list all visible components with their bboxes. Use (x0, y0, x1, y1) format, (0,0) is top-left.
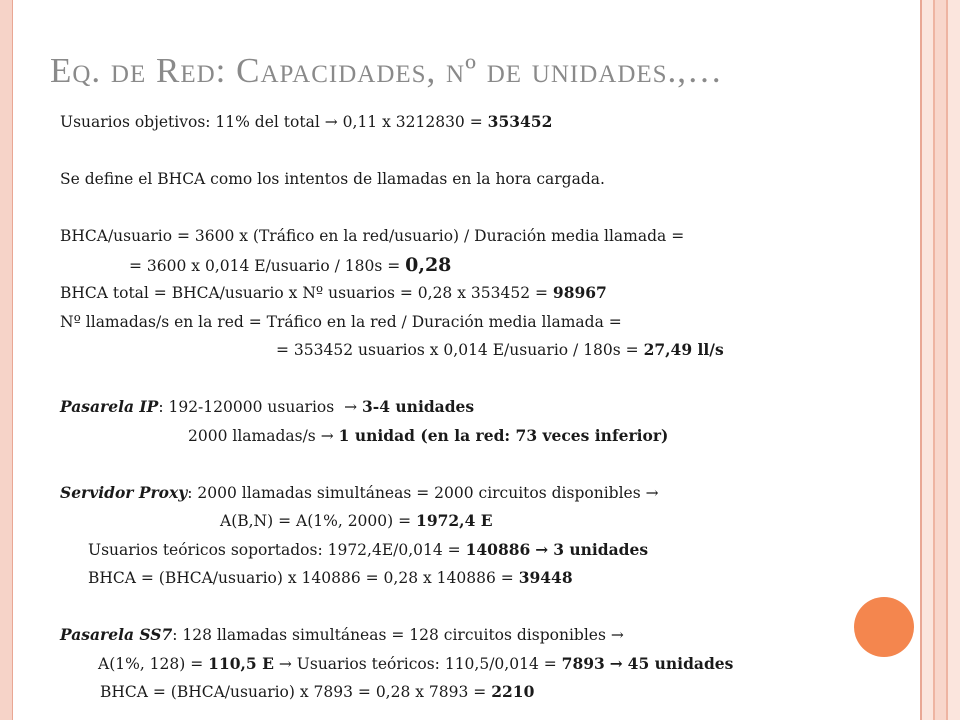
servidor-proxy-line-3: Usuarios teóricos soportados: 1972,4E/0,014 = 140886 → 3 unidades (88, 539, 649, 559)
result-value: 353452 (487, 112, 553, 131)
pasarela-ss7-label: Pasarela SS7 (60, 625, 173, 644)
bhca-usuario-result: = 3600 x 0,014 E/usuario / 180s = 0,28 (129, 253, 452, 276)
result-value: 110,5 E (208, 653, 274, 673)
result-value: 98967 (552, 283, 607, 302)
arrow-icon: → (320, 426, 334, 445)
slide-title: Eq. de Red: Capacidades, nº de unidades.,… (50, 51, 724, 90)
pasarela-ip-line-2: 2000 llamadas/s → 1 unidad (en la red: 73 veces inferior) (188, 425, 669, 445)
servidor-proxy-line-1: Servidor Proxy: 2000 llamadas simultáneas = 2000 circuitos disponibles → (60, 482, 659, 502)
result-value: 3 unidades (553, 539, 649, 559)
arrow-icon: → (344, 398, 358, 416)
result-value: 1972,4 E (416, 511, 493, 530)
result-value: 0,28 (405, 253, 452, 276)
usuarios-objetivos-line: Usuarios objetivos: 11% del total → 0,11 x 3212830 = 353452 (60, 112, 553, 131)
pasarela-ss7-line-3: BHCA = (BHCA/usuario) x 7893 = 0,28 x 7893 = 2210 (100, 682, 535, 701)
arrow-icon: → (278, 654, 292, 673)
arrow-icon: → (645, 483, 659, 502)
servidor-proxy-line-4: BHCA = (BHCA/usuario) x 140886 = 0,28 x 140886 = 39448 (88, 568, 573, 587)
result-value: 2210 (491, 682, 535, 701)
bhca-total-line: BHCA total = BHCA/usuario x Nº usuarios = 0,28 x 353452 = 98967 (60, 283, 607, 302)
slide-left-border (0, 0, 13, 720)
llamadas-formula: Nº llamadas/s en la red = Tráfico en la red / Duración media llamada = (60, 312, 622, 331)
servidor-proxy-line-2: A(B,N) = A(1%, 2000) = 1972,4 E (220, 511, 493, 530)
result-value: 45 unidades (627, 653, 734, 673)
bhca-definition: Se define el BHCA como los intentos de llamadas en la hora cargada. (60, 170, 605, 188)
arrow-icon: → (609, 653, 623, 673)
result-value: 140886 (465, 539, 531, 559)
result-value: 27,49 ll/s (643, 340, 724, 359)
llamadas-result: = 353452 usuarios x 0,014 E/usuario / 180s = 27,49 ll/s (276, 340, 724, 359)
result-value: 39448 (518, 568, 573, 587)
pasarela-ip-line-1: Pasarela IP: 192-120000 usuarios → 3-4 unidades (60, 397, 475, 416)
pasarela-ss7-line-1: Pasarela SS7: 128 llamadas simultáneas = 128 circuitos disponibles → (60, 625, 624, 644)
result-value: 7893 (561, 653, 605, 673)
arrow-icon: → (535, 539, 549, 559)
slide-right-border-stripes (920, 0, 960, 720)
result-value: 1 unidad (en la red: 73 veces inferior) (338, 425, 669, 445)
arrow-icon: → (610, 626, 624, 644)
slide-content (60, 108, 910, 707)
pasarela-ip-label: Pasarela IP (60, 397, 159, 416)
pasarela-ss7-line-2: A(1%, 128) = 110,5 E → Usuarios teóricos: 110,5/0,014 = 7893 → 45 unidades (98, 653, 734, 673)
result-value: 3-4 unidades (362, 397, 475, 416)
servidor-proxy-label: Servidor Proxy (60, 482, 188, 502)
arrow-icon: → (324, 113, 338, 131)
bhca-usuario-formula: BHCA/usuario = 3600 x (Tráfico en la red/usuario) / Duración media llamada = (60, 227, 685, 245)
